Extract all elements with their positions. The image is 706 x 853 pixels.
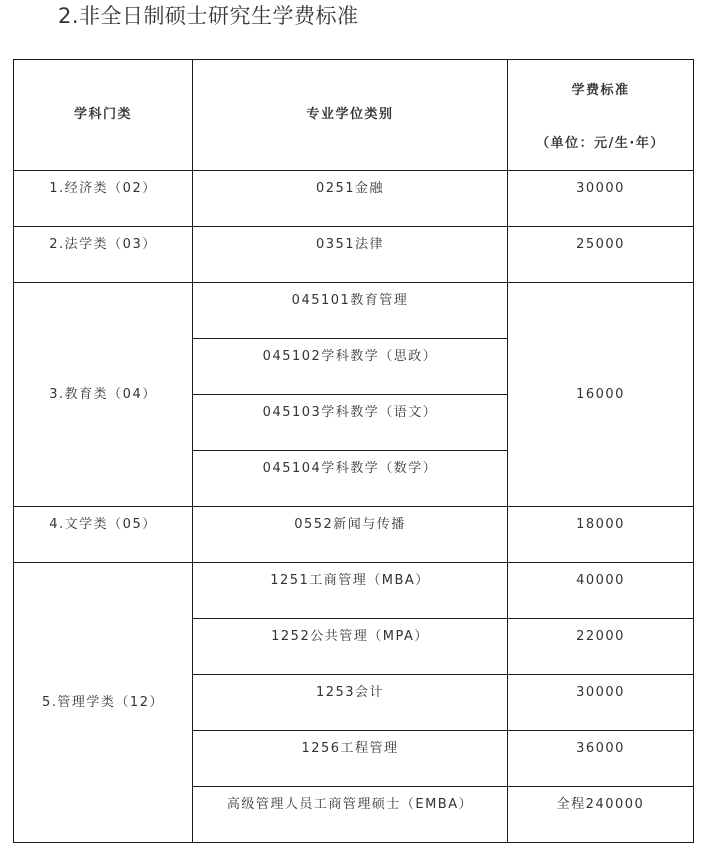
program-cell: 0552新闻与传播 xyxy=(193,507,508,563)
program-cell: 045104学科教学（数学） xyxy=(193,451,508,507)
fee-cell: 40000 xyxy=(508,563,694,619)
fee-cell: 25000 xyxy=(508,227,694,283)
category-cell: 3.教育类（04） xyxy=(14,283,193,507)
fee-cell: 30000 xyxy=(508,675,694,731)
category-cell: 1.经济类（02） xyxy=(14,171,193,227)
table-row xyxy=(14,563,694,619)
header-fee-label: 学费标准 xyxy=(571,83,630,98)
program-cell: 0351法律 xyxy=(193,227,508,283)
category-cell: 5.管理学类（12） xyxy=(14,563,193,843)
table-row xyxy=(14,283,694,339)
program-cell: 1251工商管理（MBA） xyxy=(193,563,508,619)
table-row xyxy=(14,507,694,563)
program-cell: 1256工程管理 xyxy=(193,731,508,787)
page-title: 2.非全日制硕士研究生学费标准 xyxy=(58,4,359,28)
category-cell: 4.文学类（05） xyxy=(14,507,193,563)
category-cell: 2.法学类（03） xyxy=(14,227,193,283)
fee-cell: 30000 xyxy=(508,171,694,227)
program-cell: 0251金融 xyxy=(193,171,508,227)
table-row xyxy=(14,171,694,227)
fee-cell: 16000 xyxy=(508,283,694,507)
fee-cell: 全程240000 xyxy=(508,787,694,843)
fee-cell: 22000 xyxy=(508,619,694,675)
program-cell: 045101教育管理 xyxy=(193,283,508,339)
program-cell: 高级管理人员工商管理硕士（EMBA） xyxy=(193,787,508,843)
program-cell: 1253会计 xyxy=(193,675,508,731)
tuition-fee-table xyxy=(13,59,694,843)
header-fee-unit: （单位：元/生·年） xyxy=(536,136,665,151)
program-cell: 045103学科教学（语文） xyxy=(193,395,508,451)
program-cell: 045102学科教学（思政） xyxy=(193,339,508,395)
header-fee xyxy=(508,60,694,171)
fee-cell: 36000 xyxy=(508,731,694,787)
table-header-row xyxy=(14,60,694,171)
table-row xyxy=(14,227,694,283)
header-degree-type: 专业学位类别 xyxy=(193,60,508,171)
program-cell: 1252公共管理（MPA） xyxy=(193,619,508,675)
header-category: 学科门类 xyxy=(14,60,193,171)
fee-cell: 18000 xyxy=(508,507,694,563)
